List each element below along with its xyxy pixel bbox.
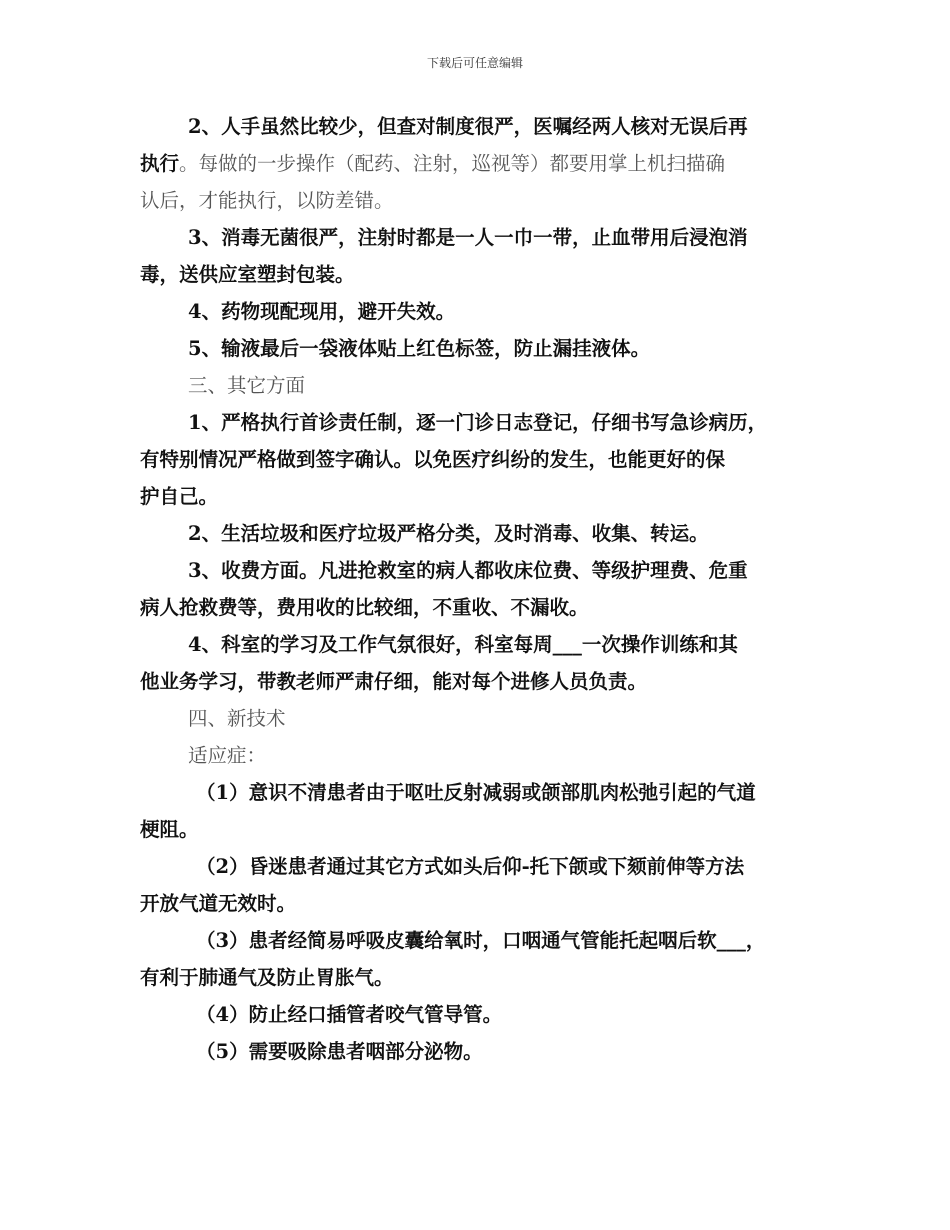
paragraph-line <box>140 595 589 621</box>
text-bold: 病人抢救费等，费用收的比较细，不重收、不漏收。 <box>140 596 589 619</box>
text-light: 适应症： <box>188 744 267 767</box>
section-heading <box>188 706 286 732</box>
text-bold: 3、收费方面。凡进抢救室的病人都收床位费、等级护理费、危重 <box>188 559 748 582</box>
text-bold: （2）昏迷患者通过其它方式如头后仰-托下颌或下颏前伸等方法 <box>196 855 745 878</box>
list-item <box>196 780 756 806</box>
text-bold: 4、药物现配现用，避开失效。 <box>188 300 456 323</box>
text-bold: 3、消毒无菌很严，注射时都是一人一巾一带，止血带用后浸泡消 <box>188 226 748 249</box>
text-light: 三、其它方面 <box>188 374 306 397</box>
paragraph-line <box>140 262 355 288</box>
list-item-continuation <box>140 965 394 991</box>
text-light: 四、新技术 <box>188 707 286 730</box>
text-bold: 梗阻。 <box>140 818 199 841</box>
text-bold: （5）需要吸除患者咽部分泌物。 <box>196 1040 483 1063</box>
page-header: 下载后可任意编辑 <box>426 56 523 70</box>
section-heading <box>188 373 305 399</box>
text-bold: 护自己。 <box>140 485 219 508</box>
paragraph-line <box>188 336 650 362</box>
text-light: 。每做的一步操作（配药、注射，巡视等）都要用掌上机扫描确 <box>179 152 726 175</box>
paragraph-line <box>188 299 455 325</box>
text-bold: 1、严格执行首诊责任制，逐一门诊日志登记，仔细书写急诊病历， <box>188 411 768 434</box>
list-item <box>196 928 765 954</box>
text-light: 认后，才能执行，以防差错。 <box>140 189 394 212</box>
text-bold: 毒，送供应室塑封包装。 <box>140 263 355 286</box>
paragraph-line <box>188 114 748 140</box>
list-item-continuation <box>140 891 296 917</box>
paragraph-line <box>140 188 394 214</box>
text-bold: 有利于肺通气及防止胃胀气。 <box>140 966 394 989</box>
text-bold: 5、输液最后一袋液体贴上红色标签，防止漏挂液体。 <box>188 337 651 360</box>
text-bold: 2、生活垃圾和医疗垃圾严格分类，及时消毒、收集、转运。 <box>188 522 709 545</box>
text-bold: 他业务学习，带教老师严肃仔细，能对每个进修人员负责。 <box>140 670 648 693</box>
list-item <box>196 1002 502 1028</box>
paragraph-line <box>188 521 709 547</box>
text-bold: （1）意识不清患者由于呕吐反射减弱或颌部肌肉松弛引起的气道 <box>196 781 756 804</box>
text-bold: 4、科室的学习及工作气氛很好，科室每周___一次操作训练和其 <box>188 633 738 656</box>
subheading <box>188 743 266 769</box>
paragraph-line <box>188 632 738 658</box>
paragraph-line <box>188 410 767 436</box>
text-bold: 有特别情况严格做到签字确认。以免医疗纠纷的发生，也能更好的保 <box>140 448 726 471</box>
list-item <box>196 1039 483 1065</box>
text-bold: 2、人手虽然比较少，但查对制度很严，医嘱经两人核对无误后再 <box>188 115 748 138</box>
paragraph-line <box>140 151 725 177</box>
paragraph-line <box>140 484 218 510</box>
paragraph-line <box>140 447 725 473</box>
paragraph-line <box>140 669 647 695</box>
list-item-continuation <box>140 817 199 843</box>
paragraph-line <box>188 225 748 251</box>
text-bold: （4）防止经口插管者咬气管导管。 <box>196 1003 503 1026</box>
text-bold: （3）患者经简易呼吸皮囊给氧时，口咽通气管能托起咽后软___， <box>196 929 766 952</box>
text-bold: 开放气道无效时。 <box>140 892 297 915</box>
text-bold: 执行 <box>140 152 180 175</box>
paragraph-line <box>188 558 748 584</box>
list-item <box>196 854 744 880</box>
